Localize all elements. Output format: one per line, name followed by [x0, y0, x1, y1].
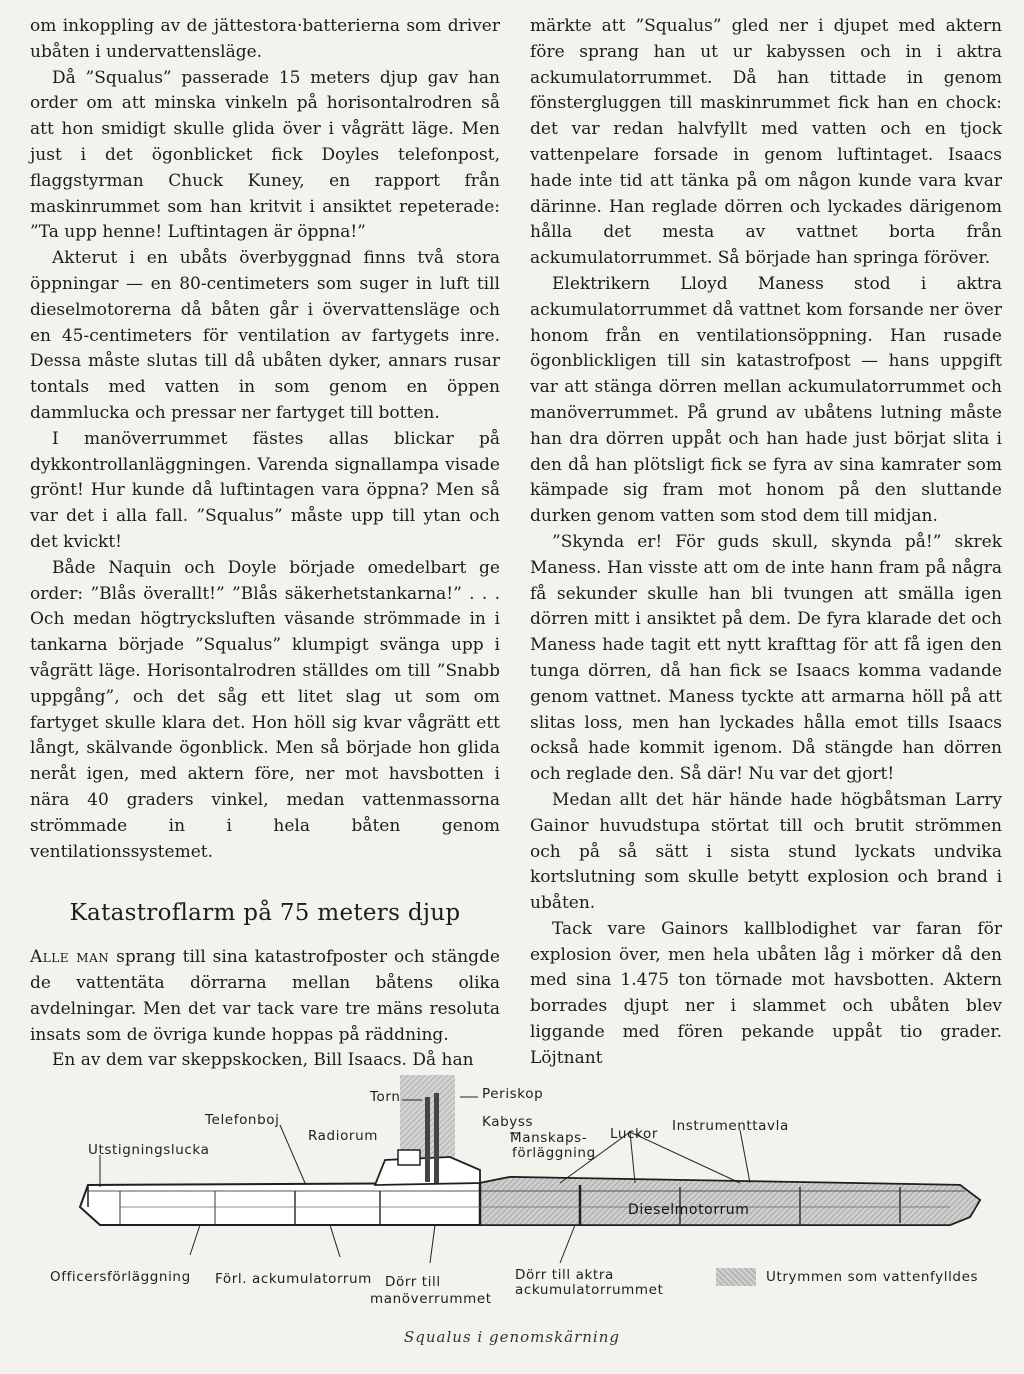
paragraph: Både Naquin och Doyle började omedelbart ge order: ”Blås överallt!” ”Blås säkerhetstankarna!” . . . Och medan högtrycksluften väsande strömmade in i tankarna började ”Squalus” klumpigt svänga upp i vågrätt läge. Horisontalrodren ställdes om till ”Snabb uppgång”, och det såg ett litet slag ut som om fartyget skulle klara det. Hon höll sig kvar vågrätt ett långt, skälvande ögonblick. Men så började hon glida neråt igen, med aktern före, ner mot havsbotten i nära 40 graders vinkel, medan vattenmassorna strömmade in i hela båten genom ventilationssystemet.	[30, 557, 500, 862]
legend-label: Utrymmen som vattenfylldes	[766, 1269, 979, 1285]
periscope-mast	[434, 1093, 439, 1183]
label-radiorum: Radiorum	[308, 1128, 378, 1144]
label-utstigningslucka: Utstigningslucka	[88, 1142, 210, 1158]
paragraph-text: sprang till sina katastrofposter och stängde de vattentäta dörrarna mellan båtens olika avdelningar. Men det var tack vare tre mäns resoluta insats som de övriga kunde hoppas på räddning.	[30, 947, 500, 1045]
label-telefonboj: Telefonboj	[205, 1112, 280, 1128]
lead-in-small-caps: Alle man	[30, 947, 110, 968]
paragraph	[30, 945, 500, 1048]
section-heading: Katastroflarm på 75 meters djup	[69, 900, 461, 927]
label-manskaps-1: Manskaps-	[510, 1130, 588, 1146]
paragraph: Då ”Squalus” passerade 15 meters djup gav han order om att minska vinkeln på horisontalrodren så att hon smidigt skulle glida över i vågrätt läge. Men just i det ögonblicket fick Doyles telefonpost, flaggstyrman Chuck Kuney, en rapport från maskinrummet som han kritvit i ansiktet repeterade: ”Ta upp henne! Luftintagen är öppna!”	[30, 67, 500, 243]
paragraph: ”Skynda er! För guds skull, skynda på!” skrek Maness. Han visste att om de inte hann fram på några få sekunder skulle han bli tvungen att smälla igen dörren mitt i ansiktet på dem. De fyra klarade det och Maness hade tagit ett nytt krafttag för att få igen den tunga dörren, då han fick se Isaacs komma vadande genom vattnet. Maness tyckte att armarna höll på att slitas loss, men han lyckades hålla emot tills Isaacs också hade kommit igenom. Då stängde han dörren och reglade den. Så där! Nu var det gjort!	[530, 531, 1002, 785]
label-torn: Torn	[370, 1089, 401, 1105]
right-column	[530, 14, 1002, 1072]
paragraph: Elektrikern Lloyd Maness stod i aktra ackumulatorrummet då vattnet kom forsande ner över honom från en ventilationsöppning. Han rusade ögonblickligen till sin katastrofpost — hans uppgift var att stänga dörren mellan ackumulatorrummet och manöverrummet. På grund av ubåtens lutning måste han dra dörren uppåt och han hade just börjat slita i den då han plötsligt fick se fyra av sina kamrater som kämpade sig fram mot honom på den sluttande durken genom vatten som stod dem till midjan.	[530, 273, 1002, 527]
label-dorr-till: Dörr till	[385, 1274, 441, 1290]
label-dorr-till-aktra: Dörr till aktra	[515, 1267, 614, 1283]
paragraph: om inkoppling av de jättestora·batterierna som driver ubåten i undervattensläge.	[30, 16, 500, 62]
periscope-mast	[425, 1097, 430, 1182]
paragraph: Medan allt det här hände hade högbåtsman Larry Gainor huvudstupa störtat till och brutit strömmen och på så sätt i sista stund lyckats undvika kortslutning som skulle betytt explosion och brand i ubåten.	[530, 789, 1002, 914]
label-periskop: Periskop	[482, 1086, 544, 1102]
paragraph: I manöverrummet fästes allas blickar på dykkontrollanläggningen. Varenda signallampa visade grönt! Hur kunde då luftintagen vara öppna? Men så var det i alla fall. ”Squalus” måste upp till ytan och det kvickt!	[30, 428, 500, 552]
figure-caption: Squalus i genomskärning	[404, 1328, 620, 1346]
label-luckor: Luckor	[610, 1126, 659, 1142]
label-dieselmotorrum: Dieselmotorrum	[628, 1202, 750, 1218]
label-forl-ackumulatorrum: Förl. ackumulatorrum	[215, 1271, 372, 1287]
paragraph: märkte att ”Squalus” gled ner i djupet med aktern före sprang han ut ur kabyssen och in i aktra ackumulatorrummet. Då han tittade in genom fönstergluggen till maskinrummet fick han en chock: det var redan halvfyllt med vatten och en tjock vattenpelare forsade in genom luftintaget. Isaacs hade inte tid att tänka på om någon kunde vara kvar därinne. Han reglade dörren och lyckades därigenom hålla det mesta av vattnet borta från ackumulatorrummet. Så började han springa föröver.	[530, 16, 1002, 269]
label-manoverrummet: manöverrummet	[370, 1291, 492, 1307]
label-instrumenttavla: Instrumenttavla	[672, 1118, 789, 1134]
label-ackumulatorrummet: ackumulatorrummet	[515, 1282, 664, 1298]
paragraph: Tack vare Gainors kallblodighet var faran för explosion över, men hela ubåten låg i mörker då den med sina 1.475 ton törnade mot havsbotten. Aktern borrades djupt ner i slammet och ubåten blev liggande med fören pekande uppåt tio grader. Löjtnant	[530, 918, 1002, 1068]
legend-flooded-swatch	[716, 1268, 756, 1286]
submarine-cross-section-figure	[40, 1075, 1000, 1350]
label-kabyss: Kabyss	[482, 1114, 534, 1130]
label-manskaps-2: förläggning	[512, 1145, 596, 1161]
label-officersforlaggning: Officersförläggning	[50, 1269, 191, 1285]
paragraph: En av dem var skeppskocken, Bill Isaacs. Då han	[52, 1050, 474, 1071]
left-column	[30, 14, 500, 1074]
paragraph: Akterut i en ubåts överbyggnad finns två stora öppningar — en 80-centimeters som suger in luft till dieselmotorerna då båten går i övervattensläge och en 45-centimeters för ventilation av fartygets inre. Dessa måste slutas till då ubåten dyker, annars rusar tontals med vatten in som genom en öppen dammlucka och pressar ner fartyget till botten.	[30, 248, 500, 423]
